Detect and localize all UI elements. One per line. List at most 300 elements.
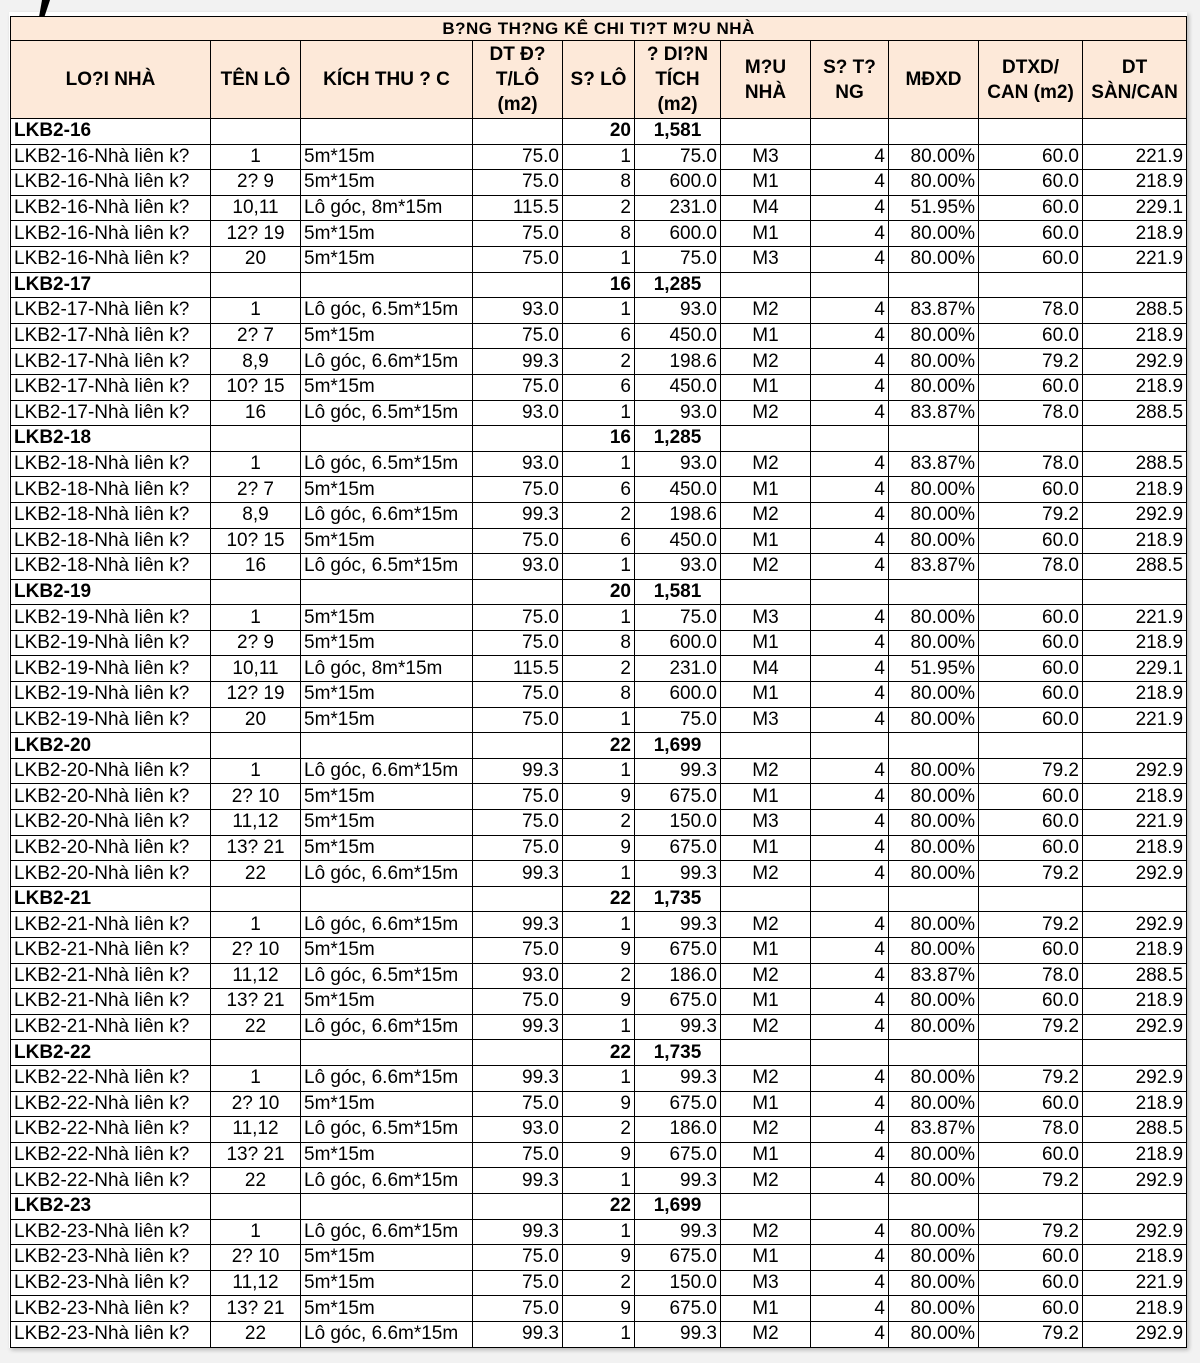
empty-cell [811, 1040, 889, 1066]
cell-house-type: LKB2-23-Nhà liên k? [11, 1219, 211, 1245]
cell-footprint: 78.0 [979, 400, 1083, 426]
group-lot-count: 16 [563, 426, 635, 452]
cell-lot-name: 2? 10 [211, 938, 301, 964]
cell-footprint: 60.0 [979, 221, 1083, 247]
cell-dimensions: Lô góc, 6.5m*15m [301, 963, 473, 989]
cell-lot-name: 20 [211, 246, 301, 272]
cell-land-area: 99.3 [473, 502, 563, 528]
cell-land-area: 99.3 [473, 1014, 563, 1040]
cell-footprint: 60.0 [979, 1296, 1083, 1322]
cell-density: 83.87% [889, 400, 979, 426]
cell-house-model: M4 [721, 656, 811, 682]
table-row [11, 989, 1187, 1015]
empty-cell [1083, 272, 1187, 298]
empty-cell [1083, 1193, 1187, 1219]
cell-floors: 4 [811, 221, 889, 247]
cell-density: 80.00% [889, 374, 979, 400]
cell-floors: 4 [811, 298, 889, 324]
cell-total-area: 93.0 [635, 451, 721, 477]
cell-floor-area: 221.9 [1083, 246, 1187, 272]
table-row [11, 195, 1187, 221]
group-row [11, 1193, 1187, 1219]
header-total-area: ? DI?N TÍCH (m2) [635, 41, 721, 119]
cell-dimensions: Lô góc, 6.5m*15m [301, 554, 473, 580]
cell-total-area: 99.3 [635, 758, 721, 784]
group-name: LKB2-18 [11, 426, 211, 452]
empty-cell [721, 1040, 811, 1066]
table-row [11, 1168, 1187, 1194]
cell-house-type: LKB2-19-Nhà liên k? [11, 605, 211, 631]
cell-floor-area: 218.9 [1083, 323, 1187, 349]
group-total-area: 1,699 [635, 1193, 721, 1219]
empty-cell [301, 579, 473, 605]
cell-lot-name: 11,12 [211, 1270, 301, 1296]
empty-cell [889, 1193, 979, 1219]
cell-lot-name: 22 [211, 1321, 301, 1347]
header-lot-name: TÊN LÔ [211, 41, 301, 119]
cell-house-model: M1 [721, 1245, 811, 1271]
cell-density: 80.00% [889, 1091, 979, 1117]
cell-lot-count: 9 [563, 1296, 635, 1322]
table-body [11, 119, 1187, 1348]
cell-lot-count: 1 [563, 1321, 635, 1347]
cell-land-area: 115.5 [473, 195, 563, 221]
cell-dimensions: Lô góc, 6.6m*15m [301, 1065, 473, 1091]
cell-floor-area: 218.9 [1083, 1091, 1187, 1117]
cell-floors: 4 [811, 630, 889, 656]
cell-floor-area: 292.9 [1083, 1065, 1187, 1091]
table-row [11, 1321, 1187, 1347]
group-row [11, 272, 1187, 298]
cell-lot-count: 8 [563, 221, 635, 247]
cell-house-type: LKB2-21-Nhà liên k? [11, 989, 211, 1015]
group-row [11, 119, 1187, 145]
cell-house-type: LKB2-20-Nhà liên k? [11, 758, 211, 784]
cell-land-area: 75.0 [473, 477, 563, 503]
cell-floor-area: 292.9 [1083, 1168, 1187, 1194]
cell-house-model: M1 [721, 528, 811, 554]
empty-cell [473, 733, 563, 759]
cell-footprint: 79.2 [979, 758, 1083, 784]
cell-lot-name: 8,9 [211, 349, 301, 375]
cell-density: 80.00% [889, 221, 979, 247]
cell-total-area: 99.3 [635, 1014, 721, 1040]
cell-land-area: 99.3 [473, 1168, 563, 1194]
empty-cell [211, 1193, 301, 1219]
cell-dimensions: Lô góc, 6.6m*15m [301, 502, 473, 528]
cell-floors: 4 [811, 989, 889, 1015]
empty-cell [811, 426, 889, 452]
cell-house-model: M2 [721, 349, 811, 375]
table-row [11, 810, 1187, 836]
table-row [11, 938, 1187, 964]
cell-floors: 4 [811, 1245, 889, 1271]
cell-house-type: LKB2-23-Nhà liên k? [11, 1296, 211, 1322]
cell-footprint: 60.0 [979, 682, 1083, 708]
cell-density: 80.00% [889, 938, 979, 964]
cell-house-type: LKB2-20-Nhà liên k? [11, 861, 211, 887]
cell-footprint: 60.0 [979, 144, 1083, 170]
cell-floor-area: 218.9 [1083, 374, 1187, 400]
cell-house-model: M1 [721, 784, 811, 810]
empty-cell [301, 272, 473, 298]
empty-cell [979, 426, 1083, 452]
cell-density: 51.95% [889, 195, 979, 221]
cell-house-model: M2 [721, 554, 811, 580]
cell-house-type: LKB2-23-Nhà liên k? [11, 1245, 211, 1271]
cell-lot-count: 1 [563, 1168, 635, 1194]
cell-lot-name: 2? 7 [211, 323, 301, 349]
cell-dimensions: Lô góc, 6.5m*15m [301, 298, 473, 324]
cell-density: 80.00% [889, 861, 979, 887]
table-row [11, 477, 1187, 503]
cell-land-area: 75.0 [473, 246, 563, 272]
cell-total-area: 75.0 [635, 144, 721, 170]
cell-dimensions: 5m*15m [301, 835, 473, 861]
table-row [11, 323, 1187, 349]
table-row [11, 1270, 1187, 1296]
cell-lot-count: 9 [563, 1142, 635, 1168]
cell-house-model: M3 [721, 810, 811, 836]
table-row [11, 963, 1187, 989]
cell-floor-area: 218.9 [1083, 477, 1187, 503]
group-row [11, 886, 1187, 912]
cell-footprint: 60.0 [979, 630, 1083, 656]
cell-house-type: LKB2-17-Nhà liên k? [11, 400, 211, 426]
cell-land-area: 75.0 [473, 1142, 563, 1168]
cell-density: 80.00% [889, 528, 979, 554]
cell-floors: 4 [811, 1142, 889, 1168]
cell-house-model: M1 [721, 1142, 811, 1168]
cell-dimensions: 5m*15m [301, 1296, 473, 1322]
table-row [11, 170, 1187, 196]
table-row [11, 784, 1187, 810]
cell-footprint: 78.0 [979, 1117, 1083, 1143]
empty-cell [211, 1040, 301, 1066]
cell-house-model: M1 [721, 477, 811, 503]
table-row [11, 1219, 1187, 1245]
cell-lot-count: 8 [563, 682, 635, 708]
cell-density: 83.87% [889, 1117, 979, 1143]
table-row [11, 758, 1187, 784]
header-dimensions: KÍCH THU ? C [301, 41, 473, 119]
group-total-area: 1,285 [635, 272, 721, 298]
cell-density: 80.00% [889, 605, 979, 631]
table-row [11, 682, 1187, 708]
empty-cell [721, 426, 811, 452]
cell-footprint: 79.2 [979, 349, 1083, 375]
cell-total-area: 231.0 [635, 656, 721, 682]
cell-house-type: LKB2-19-Nhà liên k? [11, 656, 211, 682]
cell-dimensions: Lô góc, 6.6m*15m [301, 1321, 473, 1347]
empty-cell [979, 272, 1083, 298]
cell-footprint: 60.0 [979, 374, 1083, 400]
cell-floors: 4 [811, 170, 889, 196]
group-name: LKB2-16 [11, 119, 211, 145]
table-row [11, 1142, 1187, 1168]
table-title: B?NG TH?NG KÊ CHI TI?T M?U NHÀ [11, 17, 1187, 41]
cell-footprint: 78.0 [979, 298, 1083, 324]
cell-floors: 4 [811, 656, 889, 682]
cell-total-area: 450.0 [635, 323, 721, 349]
cell-total-area: 675.0 [635, 1296, 721, 1322]
cell-footprint: 79.2 [979, 861, 1083, 887]
cell-floor-area: 288.5 [1083, 451, 1187, 477]
cell-floor-area: 292.9 [1083, 502, 1187, 528]
empty-cell [979, 1193, 1083, 1219]
empty-cell [473, 886, 563, 912]
cell-lot-count: 1 [563, 298, 635, 324]
cell-floors: 4 [811, 605, 889, 631]
cell-house-type: LKB2-19-Nhà liên k? [11, 682, 211, 708]
cell-floors: 4 [811, 1321, 889, 1347]
cell-lot-name: 1 [211, 912, 301, 938]
cell-land-area: 99.3 [473, 349, 563, 375]
cell-house-model: M1 [721, 170, 811, 196]
group-total-area: 1,581 [635, 119, 721, 145]
cell-land-area: 75.0 [473, 170, 563, 196]
cell-dimensions: Lô góc, 6.6m*15m [301, 758, 473, 784]
cell-footprint: 79.2 [979, 1168, 1083, 1194]
cell-floors: 4 [811, 400, 889, 426]
table-row [11, 1245, 1187, 1271]
cell-floor-area: 218.9 [1083, 1296, 1187, 1322]
cell-dimensions: 5m*15m [301, 246, 473, 272]
group-lot-count: 22 [563, 886, 635, 912]
cell-house-model: M2 [721, 502, 811, 528]
cell-floor-area: 292.9 [1083, 1014, 1187, 1040]
cell-footprint: 79.2 [979, 1065, 1083, 1091]
cell-land-area: 93.0 [473, 451, 563, 477]
cell-lot-count: 6 [563, 323, 635, 349]
cell-total-area: 99.3 [635, 1065, 721, 1091]
group-row [11, 579, 1187, 605]
cell-house-model: M3 [721, 144, 811, 170]
cell-total-area: 600.0 [635, 630, 721, 656]
cell-land-area: 75.0 [473, 374, 563, 400]
cell-house-type: LKB2-17-Nhà liên k? [11, 374, 211, 400]
cell-land-area: 75.0 [473, 144, 563, 170]
cell-floors: 4 [811, 554, 889, 580]
cell-lot-name: 2? 10 [211, 1091, 301, 1117]
cell-density: 80.00% [889, 784, 979, 810]
empty-cell [979, 886, 1083, 912]
cell-density: 80.00% [889, 477, 979, 503]
cell-total-area: 600.0 [635, 682, 721, 708]
cell-density: 83.87% [889, 451, 979, 477]
cell-house-type: LKB2-23-Nhà liên k? [11, 1321, 211, 1347]
cell-footprint: 60.0 [979, 938, 1083, 964]
cell-house-type: LKB2-21-Nhà liên k? [11, 963, 211, 989]
cell-footprint: 60.0 [979, 989, 1083, 1015]
cell-lot-name: 16 [211, 400, 301, 426]
cell-density: 83.87% [889, 554, 979, 580]
cell-footprint: 78.0 [979, 554, 1083, 580]
empty-cell [979, 1040, 1083, 1066]
header-floor-area-per-unit: DT SÀN/CAN [1083, 41, 1187, 119]
cell-floor-area: 221.9 [1083, 707, 1187, 733]
cell-dimensions: 5m*15m [301, 630, 473, 656]
cell-total-area: 93.0 [635, 400, 721, 426]
empty-cell [889, 426, 979, 452]
cell-floor-area: 288.5 [1083, 554, 1187, 580]
cell-house-type: LKB2-22-Nhà liên k? [11, 1117, 211, 1143]
cell-density: 80.00% [889, 630, 979, 656]
cell-lot-name: 13? 21 [211, 1142, 301, 1168]
cell-land-area: 99.3 [473, 1321, 563, 1347]
cell-total-area: 198.6 [635, 502, 721, 528]
cell-land-area: 75.0 [473, 528, 563, 554]
cell-house-model: M2 [721, 1168, 811, 1194]
cell-land-area: 93.0 [473, 1117, 563, 1143]
cell-house-type: LKB2-22-Nhà liên k? [11, 1168, 211, 1194]
cell-house-model: M2 [721, 1219, 811, 1245]
table-row [11, 605, 1187, 631]
cell-floor-area: 288.5 [1083, 963, 1187, 989]
empty-cell [889, 733, 979, 759]
cell-house-type: LKB2-21-Nhà liên k? [11, 938, 211, 964]
cell-density: 80.00% [889, 1270, 979, 1296]
cell-footprint: 60.0 [979, 707, 1083, 733]
cell-house-model: M3 [721, 246, 811, 272]
cell-total-area: 99.3 [635, 912, 721, 938]
house-model-stats-table [10, 16, 1187, 1348]
cell-house-model: M1 [721, 1296, 811, 1322]
cell-lot-count: 1 [563, 554, 635, 580]
cell-dimensions: 5m*15m [301, 1091, 473, 1117]
cell-house-type: LKB2-17-Nhà liên k? [11, 298, 211, 324]
cell-floors: 4 [811, 451, 889, 477]
cell-house-model: M2 [721, 861, 811, 887]
cell-total-area: 99.3 [635, 861, 721, 887]
cell-floor-area: 292.9 [1083, 1321, 1187, 1347]
cell-floors: 4 [811, 1117, 889, 1143]
cell-footprint: 78.0 [979, 963, 1083, 989]
cell-lot-count: 9 [563, 938, 635, 964]
empty-cell [1083, 579, 1187, 605]
cell-floor-area: 292.9 [1083, 912, 1187, 938]
cell-dimensions: 5m*15m [301, 1142, 473, 1168]
cell-house-type: LKB2-19-Nhà liên k? [11, 707, 211, 733]
cell-floors: 4 [811, 323, 889, 349]
cell-footprint: 60.0 [979, 1270, 1083, 1296]
cell-house-type: LKB2-16-Nhà liên k? [11, 170, 211, 196]
cell-floor-area: 218.9 [1083, 989, 1187, 1015]
cell-floor-area: 218.9 [1083, 221, 1187, 247]
empty-cell [211, 886, 301, 912]
empty-cell [301, 426, 473, 452]
cell-floor-area: 218.9 [1083, 682, 1187, 708]
cell-floor-area: 229.1 [1083, 656, 1187, 682]
cell-land-area: 75.0 [473, 1296, 563, 1322]
cell-lot-name: 1 [211, 298, 301, 324]
cell-dimensions: 5m*15m [301, 323, 473, 349]
cell-house-type: LKB2-18-Nhà liên k? [11, 554, 211, 580]
group-row [11, 426, 1187, 452]
cell-density: 80.00% [889, 170, 979, 196]
cell-footprint: 79.2 [979, 1219, 1083, 1245]
cell-density: 80.00% [889, 1142, 979, 1168]
empty-cell [889, 119, 979, 145]
cell-land-area: 75.0 [473, 1270, 563, 1296]
cell-floors: 4 [811, 707, 889, 733]
cell-floor-area: 288.5 [1083, 1117, 1187, 1143]
cell-footprint: 60.0 [979, 477, 1083, 503]
cell-footprint: 60.0 [979, 1142, 1083, 1168]
empty-cell [301, 733, 473, 759]
group-name: LKB2-22 [11, 1040, 211, 1066]
cell-total-area: 150.0 [635, 1270, 721, 1296]
cell-floors: 4 [811, 1296, 889, 1322]
cell-dimensions: 5m*15m [301, 810, 473, 836]
cell-lot-name: 10,11 [211, 195, 301, 221]
cell-total-area: 198.6 [635, 349, 721, 375]
cell-house-type: LKB2-20-Nhà liên k? [11, 810, 211, 836]
cell-total-area: 675.0 [635, 784, 721, 810]
cell-footprint: 60.0 [979, 605, 1083, 631]
cell-house-model: M2 [721, 400, 811, 426]
empty-cell [301, 1193, 473, 1219]
cell-dimensions: 5m*15m [301, 221, 473, 247]
cell-land-area: 75.0 [473, 682, 563, 708]
cell-lot-name: 22 [211, 1168, 301, 1194]
table-row [11, 630, 1187, 656]
cell-house-type: LKB2-23-Nhà liên k? [11, 1270, 211, 1296]
cell-house-model: M3 [721, 707, 811, 733]
cell-house-model: M2 [721, 963, 811, 989]
cell-total-area: 75.0 [635, 605, 721, 631]
cell-footprint: 79.2 [979, 1321, 1083, 1347]
cell-land-area: 99.3 [473, 1065, 563, 1091]
cell-total-area: 231.0 [635, 195, 721, 221]
empty-cell [211, 426, 301, 452]
cell-floors: 4 [811, 1065, 889, 1091]
cell-density: 80.00% [889, 1245, 979, 1271]
header-row [11, 41, 1187, 119]
cell-dimensions: Lô góc, 6.6m*15m [301, 912, 473, 938]
cell-house-type: LKB2-17-Nhà liên k? [11, 349, 211, 375]
cell-lot-count: 1 [563, 400, 635, 426]
table-row [11, 528, 1187, 554]
table-row [11, 374, 1187, 400]
cell-lot-count: 1 [563, 1065, 635, 1091]
cell-lot-count: 2 [563, 656, 635, 682]
cell-land-area: 93.0 [473, 554, 563, 580]
cell-total-area: 675.0 [635, 1245, 721, 1271]
cell-density: 80.00% [889, 1296, 979, 1322]
cell-floor-area: 221.9 [1083, 810, 1187, 836]
cell-density: 80.00% [889, 758, 979, 784]
cell-land-area: 75.0 [473, 835, 563, 861]
empty-cell [721, 886, 811, 912]
empty-cell [811, 886, 889, 912]
table-row [11, 400, 1187, 426]
cell-lot-name: 10? 15 [211, 528, 301, 554]
cell-lot-name: 1 [211, 1219, 301, 1245]
cell-floors: 4 [811, 784, 889, 810]
cell-house-type: LKB2-16-Nhà liên k? [11, 195, 211, 221]
table-row [11, 707, 1187, 733]
empty-cell [473, 1193, 563, 1219]
empty-cell [811, 1193, 889, 1219]
cell-lot-count: 9 [563, 784, 635, 810]
cell-density: 80.00% [889, 912, 979, 938]
table-row [11, 144, 1187, 170]
cell-house-model: M2 [721, 758, 811, 784]
cell-dimensions: Lô góc, 6.5m*15m [301, 1117, 473, 1143]
table-row [11, 1117, 1187, 1143]
cell-footprint: 78.0 [979, 451, 1083, 477]
